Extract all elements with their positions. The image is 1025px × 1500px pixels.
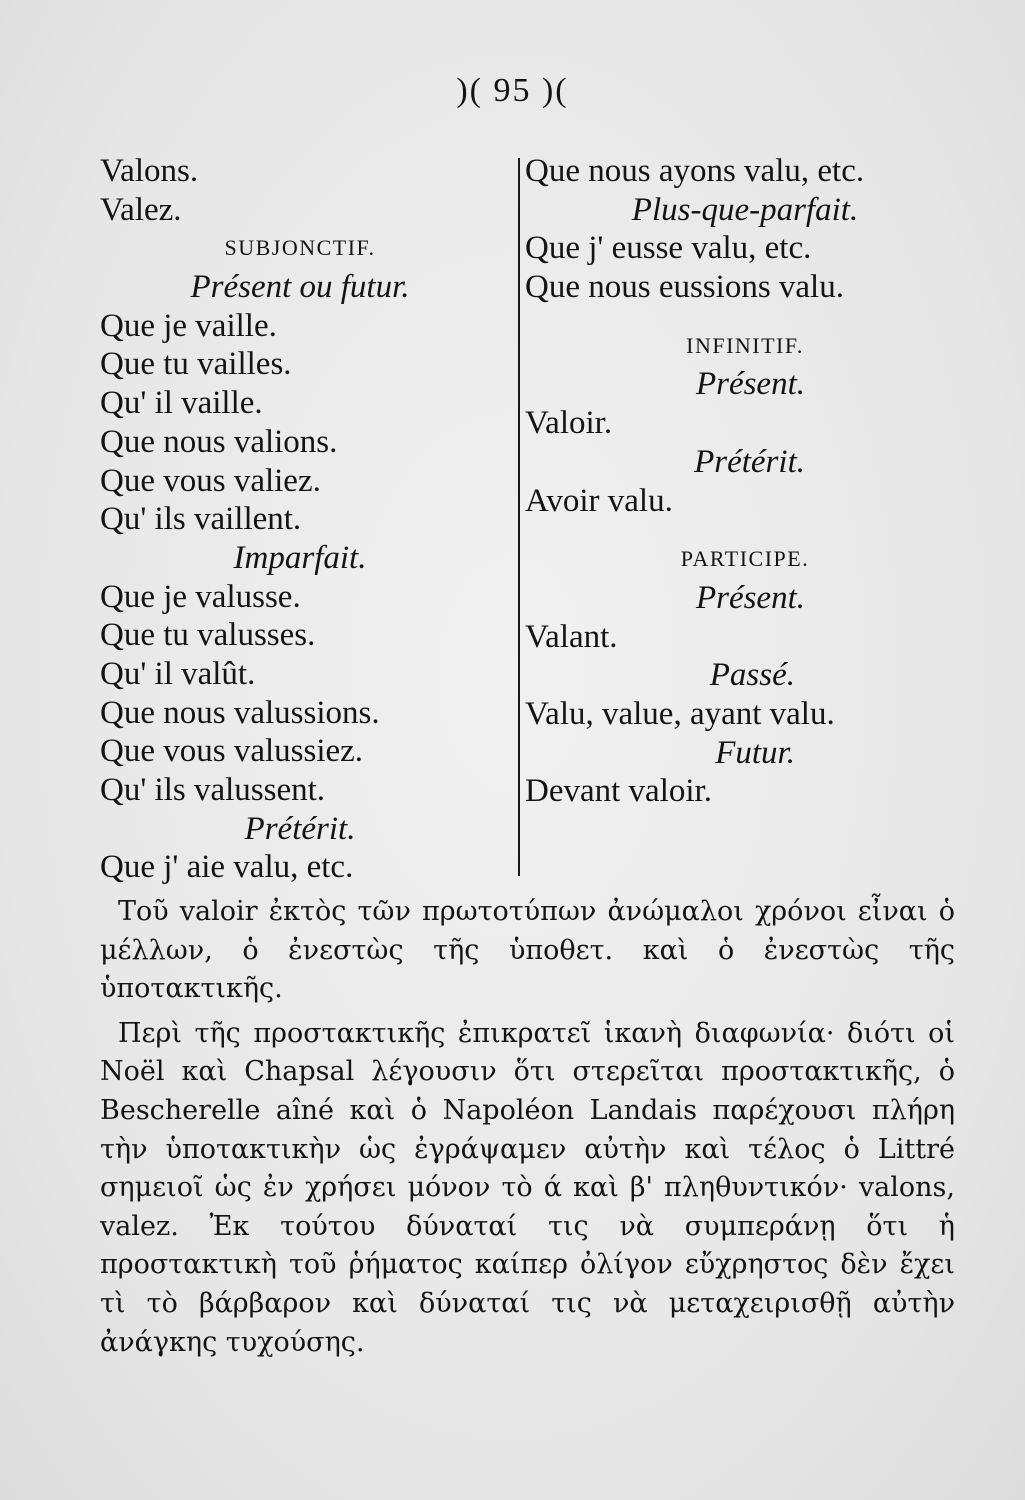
conjugation-line: Valez. (100, 191, 182, 228)
conjugation-line: Que vous valiez. (100, 462, 321, 499)
conjugation-line: Qu' il vaille. (100, 385, 263, 422)
section-heading-subjonctif: SUBJONCTIF. (224, 235, 376, 261)
conjugation-line: Que vous valussiez. (100, 733, 364, 770)
note-paragraph: Τοῦ valoir ἐκτὸς τῶν πρωτοτύπων ἀνώμαλοι χρόνοι εἶναι ὁ μέλλων, ὁ ἐνεστὼς τῆς ὑποθετ. καὶ ὁ ἐνεστὼς τῆς ὑποτακτικῆς. (100, 896, 955, 1005)
tense-heading-participe-futur: Futur. (715, 734, 795, 771)
grammar-notes (100, 893, 955, 1362)
tense-heading-infinitif-present: Présent. (695, 366, 805, 403)
tense-heading-imparfait: Imparfait. (233, 539, 367, 576)
conjugation-line: Que je vaille. (100, 307, 277, 344)
tense-heading-preterit: Prétérit. (244, 810, 356, 847)
conjugation-line: Valant. (525, 618, 618, 655)
tense-heading-participe-present: Présent. (695, 579, 805, 616)
conjugation-line: Avoir valu. (525, 482, 673, 519)
conjugation-line: Qu' ils valussent. (100, 772, 326, 808)
conjugation-line: Que j' eusse valu, etc. (525, 230, 812, 267)
conjugation-line: Que tu valusses. (100, 617, 316, 654)
page-number: )( 95 )( (456, 72, 569, 109)
conjugation-line: Que j' aie valu, etc. (100, 849, 354, 886)
conjugation-line: Valoir. (525, 405, 613, 442)
conjugation-line: Que tu vailles. (100, 346, 292, 383)
tense-heading-present: Présent ou futur. (190, 269, 410, 306)
conjugation-line: Que nous valussions. (100, 694, 380, 731)
tense-heading-plus-que-parfait: Plus-que-parfait. (631, 191, 859, 228)
conjugation-line: Que nous valions. (100, 423, 338, 460)
conjugation-line: Que nous eussions valu. (525, 269, 844, 306)
column-divider (518, 158, 520, 876)
conjugation-line: Valons. (100, 153, 199, 189)
conjugation-line: Valu, value, ayant valu. (525, 695, 835, 732)
conjugation-line: Que je valusse. (100, 578, 301, 615)
right-column (525, 152, 965, 811)
tense-heading-infinitif-preterit: Prétérit. (694, 443, 805, 480)
conjugation-line: Qu' il valût. (100, 655, 256, 692)
section-heading-participe: PARTICIPE. (680, 546, 810, 572)
conjugation-line: Que nous ayons valu, etc. (525, 153, 865, 189)
tense-heading-participe-passe: Passé. (709, 657, 795, 694)
conjugation-line: Qu' ils vaillent. (100, 501, 302, 538)
conjugation-line: Devant valoir. (525, 773, 712, 810)
note-paragraph: Περὶ τῆς προστακτικῆς ἐπικρατεῖ ἱκανὴ διαφωνία· διότι οἱ Noël καὶ Chapsal λέγουσιν ὅτι στερεῖται προστακτικῆς, ὁ Bescherelle aîné καὶ ὁ Napoléon Landais παρέχουσι πλήρη τὴν ὑποτακτικὴν ὡς ἐγράψαμεν αὐτὴν καὶ τέλος ὁ Littré σημειοῖ ὡς ἐν χρήσει μόνον τὸ ά καὶ β' πληθυντικόν· valons, valez. Ἐκ τούτου δύναταί τις νὰ συμπεράνῃ ὅτι ἡ προστακτικὴ τοῦ ῥήματος καίπερ ὀλίγον εὔχρηστος δὲν ἔχει τὶ τὸ βάρβαρον καὶ δύναταί τις νὰ μεταχειρισθῇ αὐτὴν ἀνάγκης τυχούσης. (100, 1017, 955, 1358)
section-heading-infinitif: INFINITIF. (686, 332, 804, 358)
left-column (100, 152, 500, 887)
